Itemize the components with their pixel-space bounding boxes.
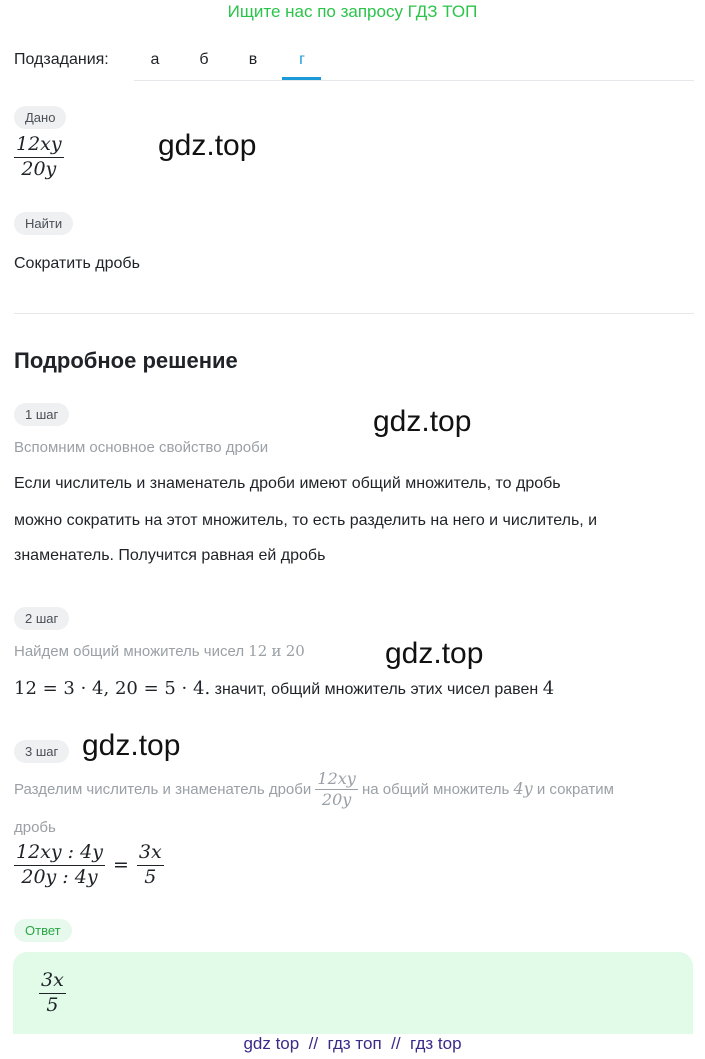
step3-hint-numerator: 12xy bbox=[315, 770, 357, 790]
step3-equation bbox=[14, 842, 164, 889]
active-tab-indicator bbox=[282, 77, 321, 80]
watermark: gdz.top bbox=[373, 405, 472, 438]
subtasks-label: Подзадания: bbox=[14, 51, 109, 68]
step3-right-denominator: 5 bbox=[144, 865, 157, 888]
given-fraction bbox=[14, 134, 64, 181]
step1-pill: 1 шаг bbox=[14, 403, 69, 426]
tab-v[interactable]: в bbox=[248, 51, 258, 68]
step3-hint bbox=[14, 770, 694, 810]
given-pill: Дано bbox=[14, 106, 66, 129]
promo-banner: Ищите нас по запросу ГДЗ ТОП bbox=[227, 2, 478, 21]
step2-value: 4 bbox=[542, 678, 555, 699]
answer-numerator: 3x bbox=[39, 970, 66, 994]
step3-left-fraction bbox=[14, 842, 105, 889]
tab-a[interactable]: а bbox=[150, 51, 160, 68]
find-text: Сократить дробь bbox=[14, 255, 140, 272]
answer-fraction bbox=[39, 970, 66, 1017]
tab-g[interactable]: г bbox=[299, 51, 305, 68]
step1-line-1: Если числитель и знаменатель дроби имеют общий множитель, то дробь bbox=[14, 475, 561, 492]
solution-heading: Подробное решение bbox=[14, 348, 238, 373]
step3-right-numerator: 3x bbox=[137, 842, 164, 866]
step3-pill: 3 шаг bbox=[14, 740, 69, 763]
answer-pill: Ответ bbox=[14, 919, 72, 942]
section-divider bbox=[14, 313, 694, 314]
step1-line-3: знаменатель. Получится равная ей дробь bbox=[14, 547, 326, 564]
step1-hint: Вспомним основное свойство дроби bbox=[14, 439, 269, 456]
given-denominator: 20y bbox=[21, 157, 57, 180]
tab-b[interactable]: б bbox=[199, 51, 209, 68]
equals-sign: = bbox=[112, 854, 129, 877]
footer-links: gdz top // гдз топ // гдз top bbox=[243, 1034, 462, 1053]
given-numerator: 12xy bbox=[14, 134, 64, 158]
answer-denominator: 5 bbox=[46, 993, 59, 1016]
step1-line-2: можно сократить на этот множитель, то есть разделить на него и числитель, и bbox=[14, 512, 598, 529]
watermark: gdz.top bbox=[82, 729, 181, 762]
step3-hint-denominator: 20y bbox=[321, 790, 352, 810]
step3-left-numerator: 12xy : 4y bbox=[14, 842, 105, 866]
step3-hint-b: на общий множитель bbox=[362, 780, 510, 798]
step3-hint-fraction bbox=[315, 770, 357, 810]
watermark: gdz.top bbox=[385, 637, 484, 670]
find-pill: Найти bbox=[14, 212, 73, 235]
step3-hint-a: Разделим числитель и знаменатель дроби bbox=[14, 780, 312, 798]
step3-hint-factor: 4y bbox=[513, 778, 533, 798]
step3-hint-c: и сократим bbox=[536, 780, 614, 798]
step2-text: значит, общий множитель этих чисел равен bbox=[214, 681, 539, 698]
step2-result bbox=[14, 678, 554, 699]
step3-left-denominator: 20y : 4y bbox=[21, 865, 98, 888]
step2-hint-and: и bbox=[271, 642, 282, 660]
step2-hint-text: Найдем общий множитель чисел bbox=[14, 643, 245, 660]
step2-pill: 2 шаг bbox=[14, 607, 69, 630]
step2-hint-n1: 12 bbox=[248, 642, 268, 660]
step3-right-fraction bbox=[137, 842, 164, 889]
step2-hint bbox=[14, 642, 305, 660]
watermark: gdz.top bbox=[158, 129, 257, 162]
subtask-tabs bbox=[134, 40, 694, 81]
answer-box bbox=[13, 952, 693, 1034]
step2-formula: 12 = 3 · 4, 20 = 5 · 4. bbox=[14, 678, 211, 699]
step2-hint-n2: 20 bbox=[285, 642, 305, 660]
step3-hint-d: дробь bbox=[14, 819, 56, 836]
